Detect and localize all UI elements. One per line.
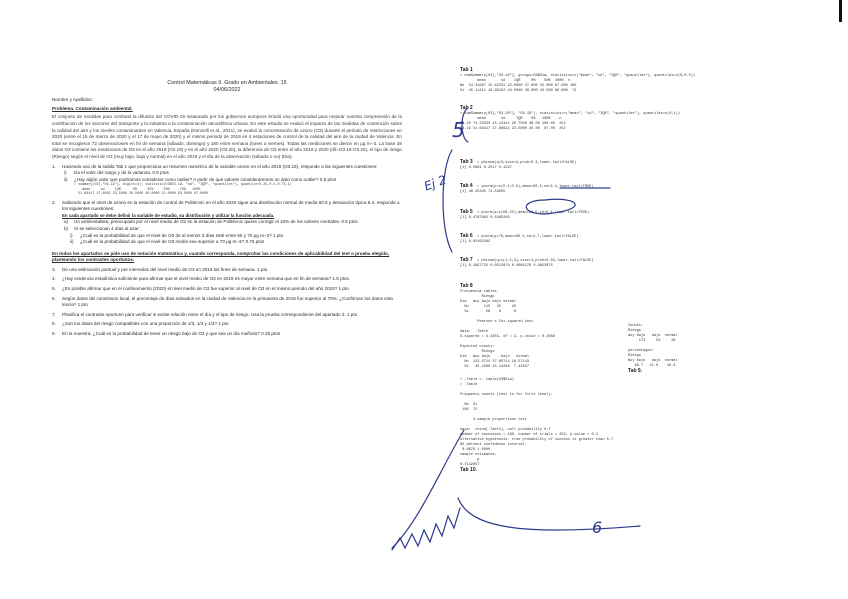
- scribble-arrow: [392, 508, 460, 550]
- side-table: Counts: Riesgo muy bajo bajo normal 173 53 26 percentages: Riesgo muy bajo bajo normal 68.7 21.0 10.3: [628, 324, 678, 368]
- question-text: Sabiendo que el nivel de ozono en la estación de control de Politécnic en el año 2020 sigue una distribución normal de media 60.5 y desviación típica 9.4, responde a los siguientes cuestiones:: [62, 199, 400, 212]
- tab5-label: Tab 5: [460, 209, 473, 215]
- handwritten-six: 6: [592, 518, 603, 537]
- subquestion-number: i): [70, 232, 73, 238]
- bracket-tabs-3-7: [443, 150, 452, 252]
- tab9-label: Tab 9.: [628, 368, 643, 374]
- circle-tab5: [526, 199, 575, 214]
- question-text: Haciendo uso de la salida Tab 1 que proporciona un resumen numérico de la variable ozono en el año 2019 (O3.19), responde a las siguientes cuestiones:: [62, 163, 378, 169]
- tab2-output: > numSummary(O3[,"O3.20"], "O3.19"), statistics=c("mean", "sd", "IQR", "quantiles"), quantiles=c(0,1)) mean sd IQR 0% 100% n O3.20 73.33333 15.12421 20.7500 36.00 108.00 252 O3.19 51.68417 17.88622 23.5000 26.00 87.00 252: [460, 112, 680, 131]
- note-variable: En cada apartado se debe definir la variable de estudio, su distribución y utilizar la función adecuada.: [62, 212, 275, 218]
- note-notation: En todos los apartados se pide uso de notación matemática y, cuando corresponda, comprobar las condiciones de aplicabilidad del test o prueba elegido, planteando los contrastes oportunos.: [52, 250, 390, 263]
- tab3-label: Tab 3: [460, 159, 473, 165]
- question-number: 8.: [52, 321, 56, 327]
- subquestion-text: Si se seleccionan 4 días al azar:: [74, 225, 140, 231]
- exam-date: 04/06/2022: [213, 86, 241, 93]
- question-number: 9.: [52, 331, 56, 337]
- subquestion-number: ii): [70, 239, 74, 245]
- subquestion-number: b): [64, 225, 69, 231]
- question-text: Planifica el contraste oportuno para verificar si existe relación entre el día y el tipo de riesgo. Usa la prueba correspondiente del apartado 3. 1 pto: [62, 311, 358, 317]
- problem-intro: El conjunto de medidas para combatir la difusión del COVID-19 instaurado por los gobiernos europeos brindó una oportunidad para mejorar nuestra comprensión de la contribución de los sectores del transporte y la industria a la contaminación atmosférica urbana. En este estudio se evaluó el impacto de las medidas de contención sobre la calidad del aire y los niveles contaminantes en Valencia, España (Donzelli et al., 2021), se evaluó la concentración de ozono (O3) durante el periodo de restricciones en 2020 (entre el 15 de marzo de 2020 y el 17 de mayo de 2020) y el mismo periodo de 2019 en 4 estaciones de control de la calidad del aire de la ciudad de Valencia. En total se recogieron 72 observaciones en fin de semana (sábado, domingo) y 180 entre semana (lunes a viernes). Todas las mediciones se dieron en μg m−3. La base de datos O3 contiene las mediciones de O3 en el año 2019 (O3.19) y en el año 2020 (O3.20), la diferencia de O3 entre el año 2019 y 2020 (dif=O3.19-O3.20), el tipo de riesgo (Riesgo) según el nivel de O3 (muy bajo, bajo y normal) en el año 2019 y el día de la observación (sábado o no) (Dia).: [52, 114, 402, 159]
- subquestion-number: i): [64, 170, 67, 176]
- subquestion-number: ii): [64, 176, 68, 182]
- question-text: En la muestra, ¿Cuál es la probabilidad de tener un riesgo bajo de O3 y que sea un día mañoso? 0.25 ptos: [62, 331, 281, 337]
- question-text: De una estimación puntual y por intervalos del nivel medio de O3 en 2019 los fines de semana. 1 pto: [62, 266, 268, 272]
- tab10-output: > .Table <- table(O3$Dia) > .Table Frequency counts (test is for first level): No Si 180 72 1-sample proportions test data: rbind(.Table), null probability 0.7 number of successes = 180, number of trials = 252, p-value = 0.3 alternative hypothesis: true probability of success is greater than 0.7 95 percent confidence interval: 0.6676 1.0000 sample estimates: p 0.7142857: [460, 378, 614, 467]
- question-number: 4.: [52, 276, 56, 282]
- exam-title: Control Matemáticas II. Grado en Ambientales. 15: [167, 80, 287, 86]
- question-number: 7.: [52, 311, 56, 317]
- question-number: 6.: [52, 295, 56, 301]
- tab3-output: > pbinom(q=3,size=4,prob=0.3,lower.tail=FALSE) [1] 0.0081 0.2517 0.1297: [460, 161, 577, 170]
- question-number: 2.: [52, 199, 56, 205]
- subquestion-number: a): [64, 219, 69, 225]
- tab10-label: Tab 10.: [460, 467, 477, 473]
- name-label: Nombre y Apellidos:: [52, 97, 93, 103]
- tab7-label: Tab 7: [460, 257, 473, 263]
- handwritten-ej2: Ej 2: [422, 172, 449, 194]
- question-number: 5.: [52, 286, 56, 292]
- tab6-output: > pnorm(q=70,mean=60.5,sd=4.7,lower.tail=FALSE) [1] 0.02163282: [460, 235, 579, 244]
- question-number: 1.: [52, 163, 56, 169]
- tab2-label: Tab 2: [460, 105, 473, 111]
- tab8-label: Tab 8: [460, 283, 473, 289]
- tab1-output: > numSummary(O3[,"O3.19"], groups=O3$Dia, statistics=c("mean", "sd", "IQR", "quantiles"), quantiles=c(0,0.5)) mean sd IQR 0% 50% 100% n No 54.31667 15.62231 22.0000 27.000 55.000 87.000 180 Si 45.11111 18.99152 24.0000 26.000 43.500 86.000 72: [460, 74, 696, 93]
- subquestion-text: ¿Cuál es la probabilidad de que el nivel de O3 de al menos 3 días esté entre 60 y 70 μg m−3? 1 pto: [80, 232, 284, 238]
- tab1-code-text: > summary(O3[,"O3.19"], digits=4); statistic(O3$O3.19, "sd", "IQR", "quantiles"), quantile=0.25,0.5,0.75,1) mean sd IQR 0% 25% 50% 75% 100% 51.68417 17.8862 23.5000 26.0000 40.0000 52.0000 63.5000 87.0000: [74, 183, 292, 197]
- question-text: ¿Es posible afirmar que en el confinamiento (2020) el nivel medio de O3 fue superior al nivel de O3 en el mismo periodo del año 2019? 1 pto: [62, 286, 349, 292]
- bracket-tab2: [462, 108, 468, 142]
- arrow-stroke: [392, 430, 464, 548]
- question-text: ¿Son los datos del riesgo compatibles con una proporción de 1/3, 1/3 y 1/3? 1 pto: [62, 321, 229, 327]
- question-text: Según datos del consistorio local, el porcentaje de días soleados en la ciudad de Valencia en la primavera de 2019 fue superior al 70%. ¿Confirman los datos esta teoría? 1 pto: [62, 295, 393, 308]
- tab4-output: > qnorm(p=c(0.1,0.9),mean=60.5,sd=9.4,lower.tail=TRUE) [1] 48.45345 72.54655: [460, 185, 594, 194]
- tab8-output: Frecuencia tables Riesgo Dia muy bajo bajo normal No 115 45 20 Si 58 8 6 Pearson's Chi-squared test data: .Table X-squared = 4.4355, df = 2, p-value = 0.1088 Expected counts: Riesgo Dia muy bajo bajo normal No 123.5714 37.85714 18.57143 Si 49.4286 15.14286 7.42857: [460, 290, 555, 369]
- tab4-label: Tab 4: [460, 183, 473, 189]
- bracket-bottom: [458, 498, 640, 530]
- edge-mark: [839, 0, 842, 22]
- question-text: ¿Hay evidencia estadística suficiente para afirmar que el nivel medio de O3 en 2019 es mayor entre semana que en fin de semana? 1.5 ptos.: [62, 276, 351, 282]
- subquestion-text: ¿Hay algún valor que podríamos considerar como outlier? A partir de qué valores consideraremos un dato como outlier? 0.5 ptos: [74, 176, 337, 182]
- handwritten-five: 5: [452, 118, 465, 142]
- tab5-output: > pnorm(q=c(60,70),mean=60.5,sd=9.4,lower.tail=TRUE) [1] 0.4787862 0.8485289: [460, 211, 590, 220]
- problem-title: Problema. Contaminación ambiental.: [52, 105, 133, 111]
- question-number: 3.: [52, 266, 56, 272]
- subquestion-text: Un ambientalista, preocupado por el nivel medio de O3 en la estación de Politécnic quiere corregir el 10% de los valores centrales. 0.5 ptos: [74, 219, 358, 225]
- tab1-label: Tab 1: [460, 67, 473, 73]
- subquestion-text: ¿Cuál es la probabilidad de que el nivel de O3 medio sea superior a 70 μg m−3? 0.75 ptos: [80, 239, 265, 245]
- subquestion-text: Da el valor del rango y de la varianza. 0.5 ptos: [74, 170, 169, 176]
- tab7-output: > pbinom(q=c(1,2,3),size=4,prob=0.39,lower.tail=FALSE) [1] 0.1697722 0.0512879 0.0081276 0.9652875: [460, 259, 594, 268]
- tab6-label: Tab 6: [460, 233, 473, 239]
